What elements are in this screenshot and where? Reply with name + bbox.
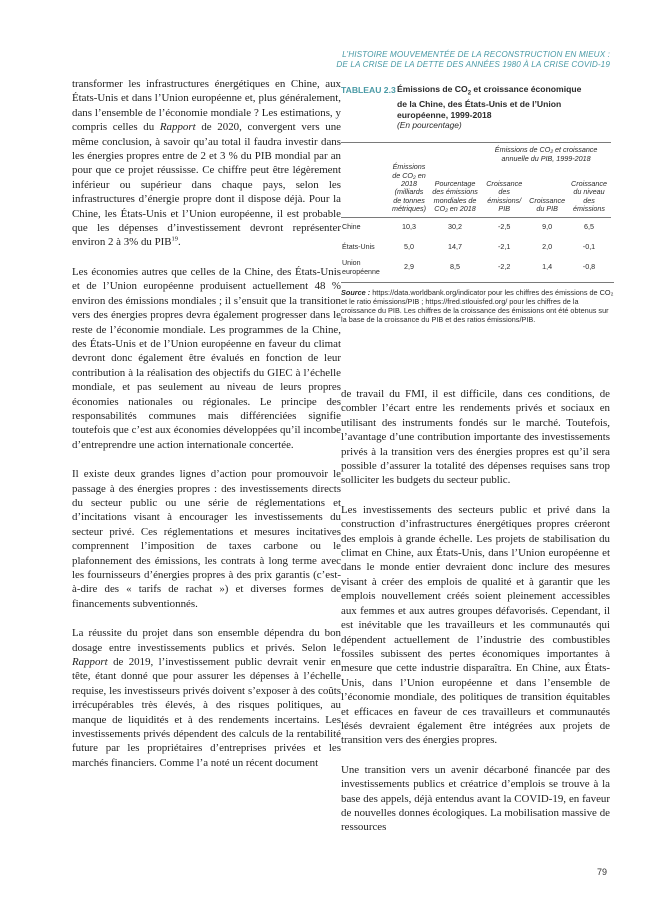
source-label: Source : <box>341 287 371 297</box>
column-header: Croissance du niveau des émissions <box>571 178 607 214</box>
table-title <box>397 84 587 130</box>
table-cell: 5,0 <box>404 242 414 252</box>
table-cell: 2,9 <box>404 262 414 272</box>
table-cell: 8,5 <box>450 262 461 272</box>
italic-text: Rapport <box>159 121 196 134</box>
title-text: et croissance économique de la Chine, des États-Unis et de l’Union européenne, 1999-2018 <box>397 84 582 120</box>
text-run: La réussite du projet dans son ensemble dépendra du bon dosage entre investissements publics et privés. Selon le <box>72 627 341 654</box>
running-header <box>90 50 610 70</box>
table-2-3 <box>341 84 614 324</box>
table-cell: -0,8 <box>582 262 596 272</box>
paragraph: Les investissements des secteurs public et privé dans la construction d’infrastructures énergétiques propres créeront des emplois à grande échelle. Les projets de stabilisation du climat en Chine, aux États-Unis, dans l’Union européenne et dans le monde entier devraient donc inclure des mesures visant à créer des emplois de qualité et à garantir que les emplois nouvellement créés soient pleinement accessibles aux femmes et aux autres groupes défavorisés. Cependant, il est inévitable que les travailleurs et les communautés qui dépendent actuellement de l’industrie des combustibles fossiles subissent des pertes économiques importantes à mesure que cette industrie disparaîtra. En Chine, aux États-Unis, dans l’Union européenne et dans l’ensemble de l’économie mondiale, des politiques de transition équitables et efficaces en faveur de ces travailleurs et communautés lésés devraient également être intégrées aux projets de transition vers des énergies propres. <box>341 503 610 747</box>
table-row <box>341 217 611 238</box>
paragraph <box>72 626 341 770</box>
running-header-line2: DE LA CRISE DE LA DETTE DES ANNÉES 1980 À LA CRISE COVID-19 <box>336 60 610 69</box>
group-header: Émissions de CO₂ et croissance annuelle du PIB, 1999-2018 <box>494 145 598 163</box>
data-table <box>341 142 611 277</box>
table-cell: 6,5 <box>584 222 594 232</box>
table-label: TABLEAU 2.3 <box>341 85 396 95</box>
table-cell: 1,4 <box>542 262 553 272</box>
table-cell: 10,3 <box>402 222 416 232</box>
source-text: https://data.worldbank.org/indicator pour les chiffres des émissions de CO₂ et le ratio émissions/PIB ; https://fred.stlouisfed.org/ pour les chiffres de la croissance du PIB. Les chiffres de la croissance des émissions ont été obtenus sur la base de la croissance du PIB et des ratios émissions/PIB. <box>341 287 614 324</box>
column-header: Émissions de CO₂ en 2018 (milliards de tonnes métriques) <box>392 162 426 214</box>
italic-text: Rapport <box>72 656 108 669</box>
page-number: 79 <box>596 867 607 877</box>
table-row <box>341 238 611 258</box>
column-header: Croissance des émissions/ PIB <box>486 178 523 214</box>
right-column <box>341 387 610 850</box>
country-cell: Union européenne <box>342 259 380 276</box>
text-run: . <box>178 236 181 249</box>
table-cell: -2,1 <box>498 242 511 252</box>
table-heading <box>341 84 614 130</box>
table-cell: 14,7 <box>448 242 463 252</box>
paragraph <box>72 77 341 250</box>
text-run: de 2020, convergent vers une même conclusion, à savoir qu’au total il faudra investir dans les énergies propres entre de 2 et 3 % du PIB mondial par an pour que ce projet réussisse. Ce chiffre peut être légèrement inférieur ou supérieur dans chaque pays, selon les infrastructures d’énergie propre dont il dispose déjà. Pour la Chine, les États-Unis et l’Union européenne, il est probable que les dépenses d’investissement devront représenter environ 2 à 3% du PIB <box>72 121 341 249</box>
table-source <box>341 282 614 324</box>
column-header: Pourcentage des émissions mondiales de CO₂ en 2018 <box>432 178 478 214</box>
footnote-ref[interactable]: 19 <box>171 235 179 243</box>
country-cell: États-Unis <box>342 243 375 252</box>
text-run: de 2019, l’investissement public devrait venir en tête, étant donné que pour assurer les dépenses à l’échelle requise, les investisseurs privés doivent s’exposer à des coûts irrécupérables très élevés, à des risques politiques, au manque de liquidités et à des rendements incertains. Les investissements privés dépendent des calculs de la rentabilité future par les propriétaires d’entreprises privées et les marchés financiers. Comme l’a noté un récent document <box>72 656 341 769</box>
title-text: Émissions de CO <box>397 84 468 94</box>
table-cell: 2,0 <box>542 242 553 252</box>
table-cell: 30,2 <box>448 222 463 232</box>
table-cell: -0,1 <box>582 242 596 252</box>
paragraph: de travail du FMI, il est difficile, dans ces conditions, de combler l’écart entre les rendements privés et sociaux en utilisant des instruments fondés sur le marché. Toutefois, l’avantage d’une contribution importante des investissements privés à la transition vers des énergies propres est qu’il sera possible d’assurer la totalité des dépenses requises sans trop solliciter les budgets du secteur public. <box>341 388 610 487</box>
column-header: Croissance du PIB <box>529 195 566 214</box>
paragraph: Il existe deux grandes lignes d’action pour promouvoir le passage à des énergies propres : des investissements directs du secteur public ou une série de réglementations et d’incitations visant à encourager les investissements du secteur privé. Ces réglementations et mesures incitatives comprennent l’imposition de taxes carbone ou le plafonnement des émissions, les contrats à long terme avec les fournisseurs d’énergies propres à des prix garantis (c’est-à-dire des « tarifs de rachat ») et diverses formes de financements subventionnés. <box>72 468 341 610</box>
table-row <box>341 258 611 278</box>
paragraph: Une transition vers un avenir décarboné financée par des investissements publics et créatrice d’emplois se trouve à la base des appels, déjà entendus avant la COVID-19, en faveur de nouvelles donnes écologiques. La mobilisation massive de ressources <box>341 763 610 834</box>
left-column <box>72 77 341 785</box>
table-cell: -2,2 <box>498 262 511 272</box>
title-subscript: 2 <box>467 90 472 97</box>
country-cell: Chine <box>342 223 361 232</box>
running-header-line1: L’HISTOIRE MOUVEMENTÉE DE LA RECONSTRUCTION EN MIEUX : <box>342 50 610 59</box>
paragraph: Les économies autres que celles de la Chine, des États-Unis et de l’Union européenne produisent actuellement 48 % environ des émissions mondiales ; il s’ensuit que la transition vers des énergies propres devra également progresser dans le reste de l’économie mondiale. Les programmes de la Chine, des États-Unis et de l’Union européenne en faveur du climat devront donc également être évalués en fonction de leur contribution à la réalisation des objectifs du GIEC à l’échelle mondiale, et pas seulement au niveau de leurs propres économies nationales ou régionales. Le principe des responsabilités communes mais différenciées signifie toutefois que c’est aux économies développées qu’il incombe d’entreprendre une action internationale concertée. <box>72 265 341 451</box>
text-run: transformer les infrastructures énergétiques en Chine, aux États-Unis et dans l’Union européenne et, plus généralement, dans l’ensemble de l’économie mondiale ? Les estimations, y compris celles du <box>72 78 341 134</box>
table-cell: -2,5 <box>498 222 511 232</box>
table-cell: 9,0 <box>542 222 553 232</box>
table-subtitle: (En pourcentage) <box>397 119 462 130</box>
